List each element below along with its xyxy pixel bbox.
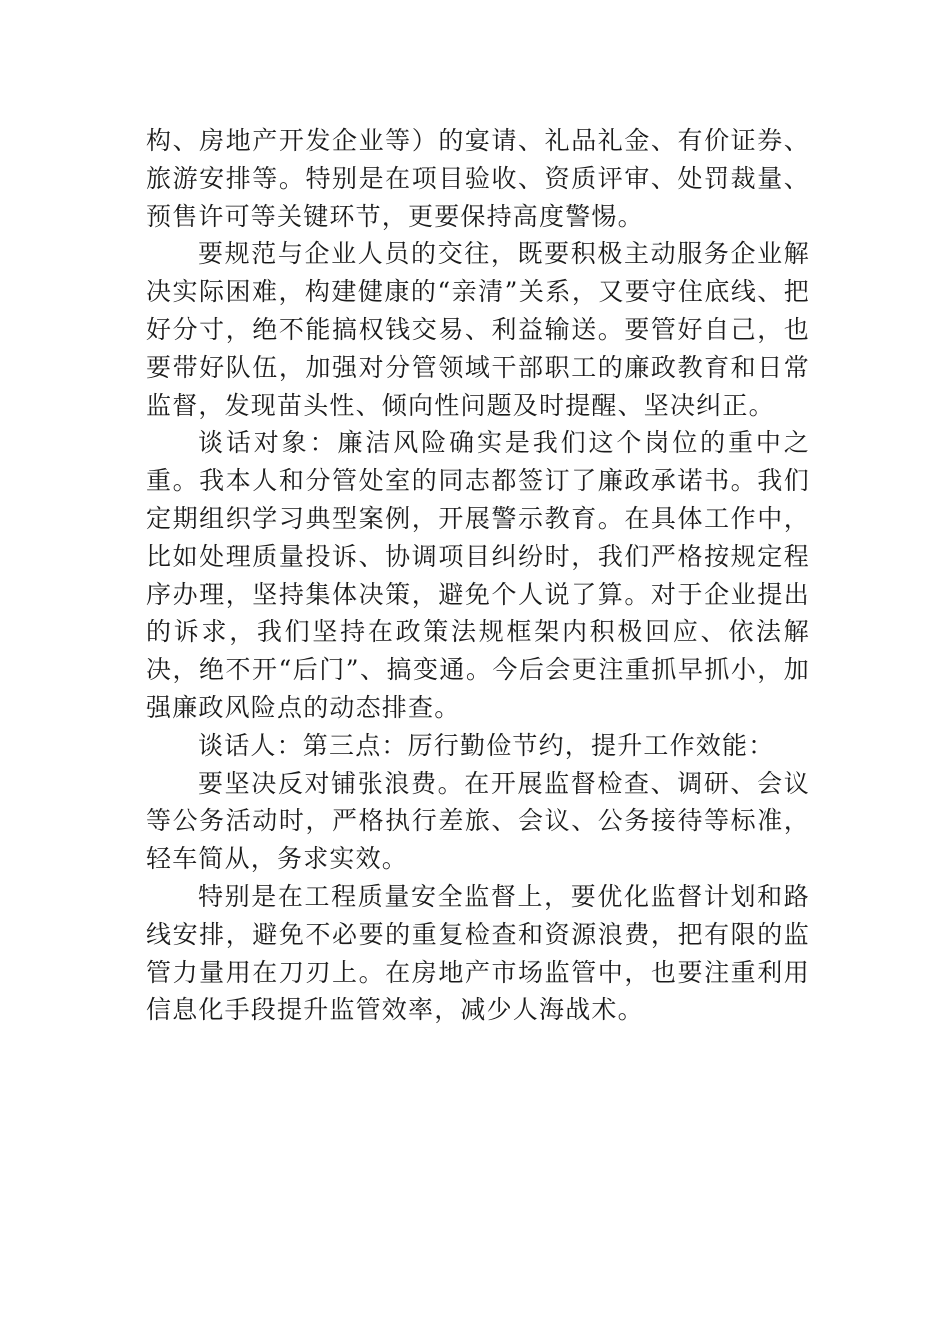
- paragraph-third-point-heading: 谈话人：第三点：厉行勤俭节约，提升工作效能：: [198, 730, 775, 760]
- paragraph-continuation: 构、房地产开发企业等）的宴请、礼品礼金、有价证券、旅游安排等。特别是在项目验收、资质评审、处罚裁量、预售许可等关键环节，更要保持高度警惕。: [146, 126, 810, 231]
- paragraph-interviewee-response: 谈话对象：廉洁风险确实是我们这个岗位的重中之重。我本人和分管处室的同志都签订了廉政承诺书。我们定期组织学习典型案例，开展警示教育。在具体工作中，比如处理质量投诉、协调项目纠纷时，我们严格按规定程序办理，坚持集体决策，避免个人说了算。对于企业提出的诉求，我们坚持在政策法规框架内积极回应、依法解决，绝不开“后门”、搞变通。今后会更注重抓早抓小，加强廉政风险点的动态排查。: [146, 428, 810, 722]
- paragraph-enterprise-contacts: 要规范与企业人员的交往，既要积极主动服务企业解决实际困难，构建健康的“亲清”关系，又要守住底线、把好分寸，绝不能搞权钱交易、利益输送。要管好自己，也要带好队伍，加强对分管领域干部职工的廉政教育和日常监督，发现苗头性、倾向性问题及时提醒、坚决纠正。: [146, 239, 810, 420]
- paragraph-oppose-waste: 要坚决反对铺张浪费。在开展监督检查、调研、会议等公务活动时，严格执行差旅、会议、公务接待等标准，轻车简从，务求实效。: [146, 768, 810, 874]
- paragraph-supervision-efficiency: 特别是在工程质量安全监督上，要优化监督计划和路线安排，避免不必要的重复检查和资源浪费，把有限的监管力量用在刀刃上。在房地产市场监管中，也要注重利用信息化手段提升监管效率，减少人海战术。: [146, 881, 810, 1025]
- document-body: [146, 122, 810, 1029]
